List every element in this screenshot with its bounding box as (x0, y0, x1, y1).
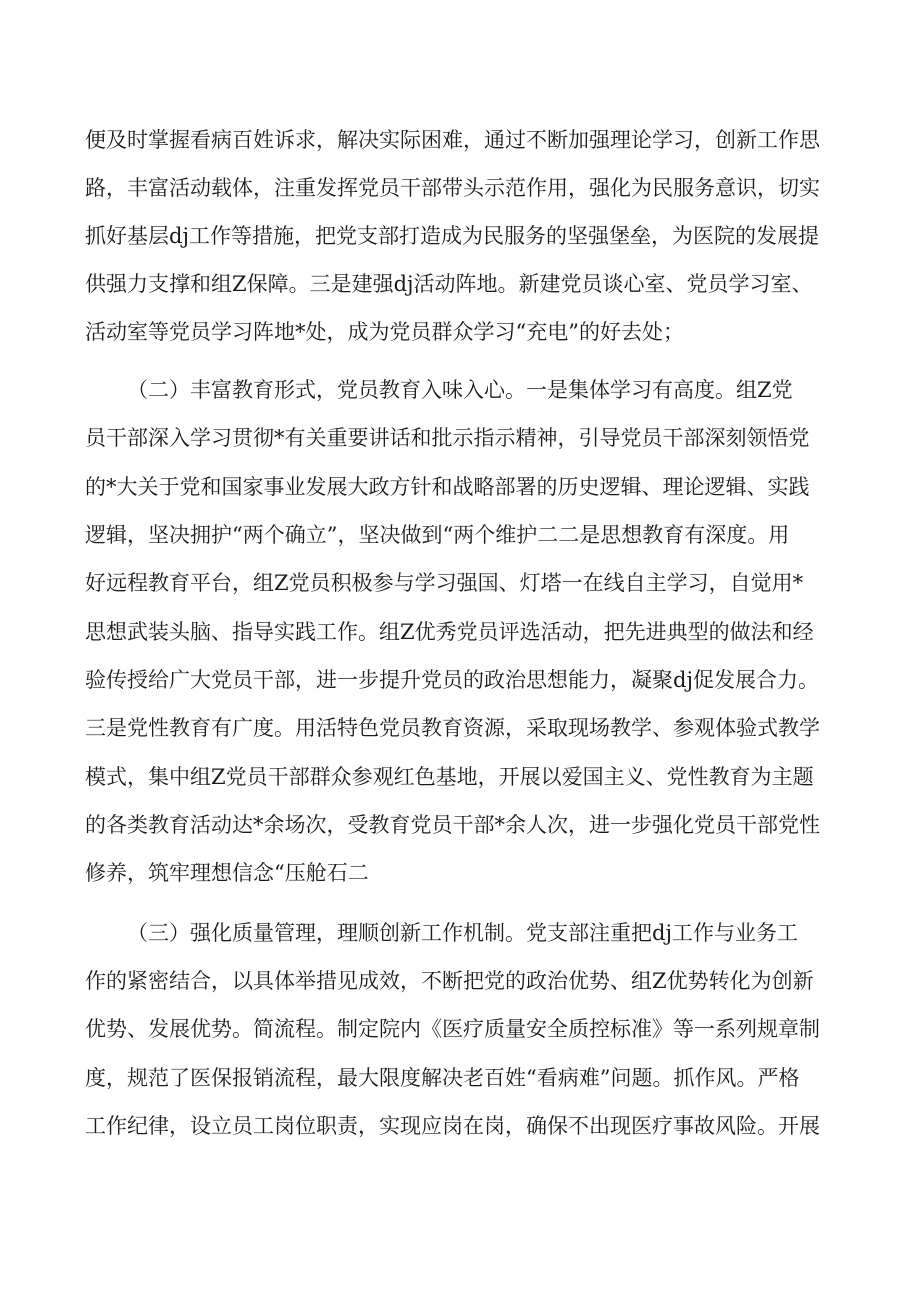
paragraph-line: 修养，筑牢理想信念“压舱石二 (85, 861, 369, 885)
paragraph-line: 作的紧密结合，以具体举措见成效，不断把党的政治优势、组Z优势转化为创新 (85, 969, 814, 993)
paragraph-line: 抓好基层dj工作等措施，把党支部打造成为民服务的坚强堡垒，为医院的发展提 (85, 224, 819, 248)
paragraph-line: 活动室等党员学习阵地*处，成为党员群众学习“充电”的好去处； (85, 320, 684, 344)
section-heading-line: （三）强化质量管理，理顺创新工作机制。党支部注重把dj工作与业务工 (127, 921, 798, 945)
paragraph-line: 员干部深入学习贯彻*有关重要讲话和批示指示精神，引导党员干部深刻领悟党 (85, 426, 810, 450)
paragraph-line: 好远程教育平台，组Z党员积极参与学习强国、灯塔一在线自主学习，自觉用* (85, 571, 804, 595)
paragraph-line: 供强力支撑和组Z保障。三是建强dj活动阵地。新建党员谈心室、党员学习室、 (85, 272, 813, 296)
paragraph-line: 的*大关于党和国家事业发展大政方针和战略部署的历史逻辑、理论逻辑、实践 (85, 475, 810, 499)
paragraph-line: 便及时掌握看病百姓诉求，解决实际困难，通过不断加强理论学习，创新工作思 (85, 128, 820, 152)
section-heading-line: （二）丰富教育形式，党员教育入味入心。一是集体学习有高度。组Z党 (127, 378, 793, 402)
paragraph-line: 模式，集中组Z党员干部群众参观红色基地，开展以爱国主义、党性教育为主题 (85, 765, 814, 789)
paragraph-line: 优势、发展优势。简流程。制定院内《医疗质量安全质控标准》等一系列规章制 (85, 1017, 820, 1041)
paragraph-line: 逻辑，坚决拥护“两个确立”，坚决做到“两个维护二二是思想教育有深度。用 (85, 523, 790, 547)
paragraph-line: 的各类教育活动达*余场次，受教育党员干部*余人次，进一步强化党员干部党性 (85, 813, 820, 837)
paragraph-line: 思想武装头脑、指导实践工作。组Z优秀党员评选活动，把先进典型的做法和经 (85, 620, 814, 644)
paragraph-line: 三是党性教育有广度。用活特色党员教育资源，采取现场教学、参观体验式教学 (85, 716, 820, 740)
paragraph-line: 路，丰富活动载体，注重发挥党员干部带头示范作用，强化为民服务意识，切实 (85, 176, 820, 200)
paragraph-line: 验传授给广大党员干部，进一步提升党员的政治思想能力，凝聚dj促发展合力。 (85, 668, 819, 692)
paragraph-line: 工作纪律，设立员工岗位职责，实现应岗在岗，确保不出现医疗事故风险。开展 (85, 1114, 820, 1138)
paragraph-line: 度，规范了医保报销流程，最大限度解决老百姓“看病难”问题。抓作风。严格 (85, 1066, 800, 1090)
